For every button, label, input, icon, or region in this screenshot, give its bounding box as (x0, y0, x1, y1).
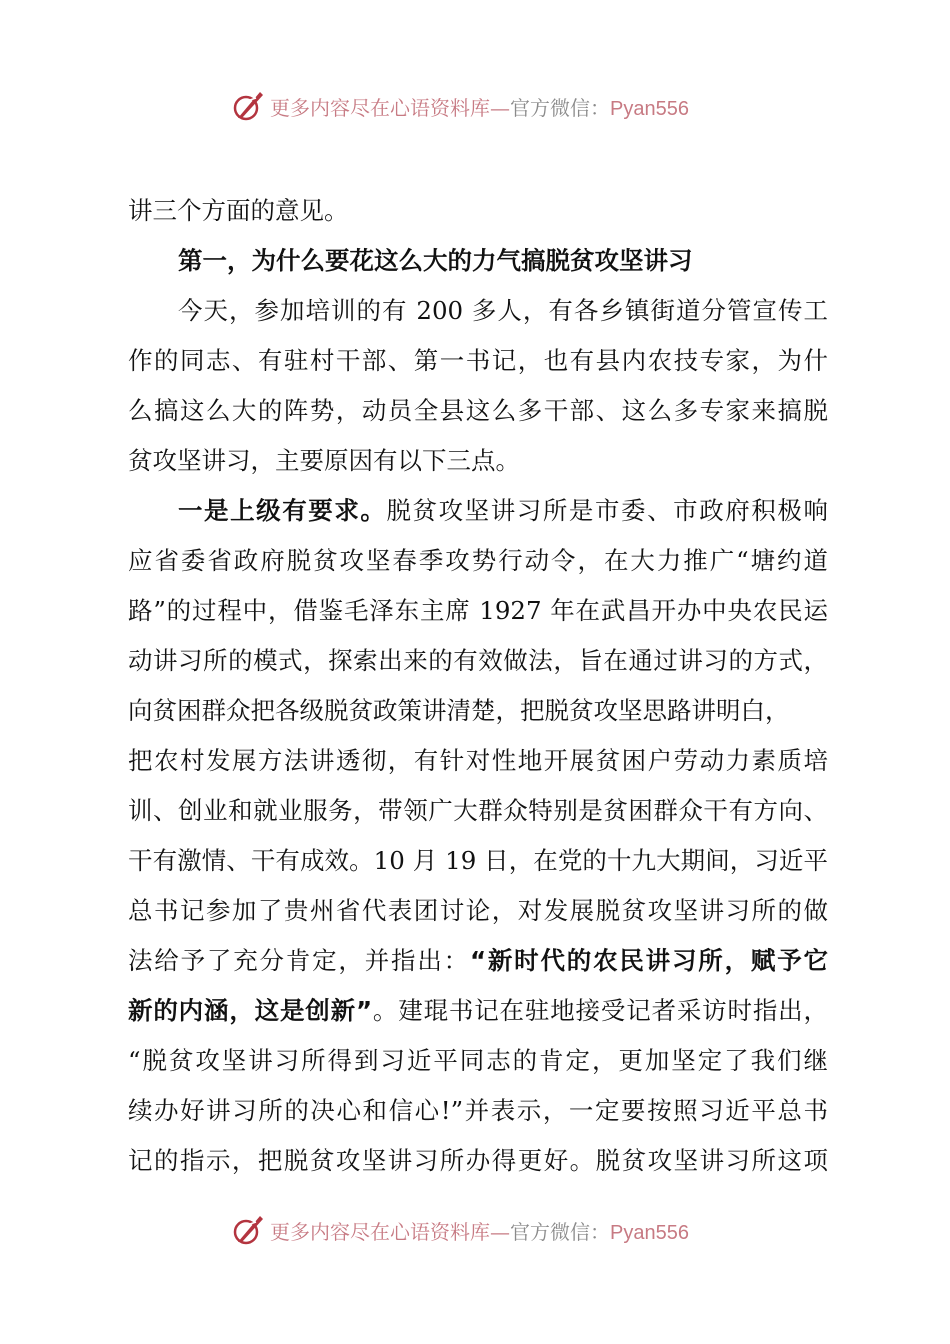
paragraph-line: 讲三个方面的意见。 (128, 196, 349, 225)
paragraph-line: 一是上级有要求。脱贫攻坚讲习所是市委、市政府积极响 (178, 496, 828, 525)
paragraph-line: 训、创业和就业服务，带领广大群众特别是贫困群众干有方向、 (128, 796, 828, 825)
quote-highlight: 新的内涵，这是创新” (128, 996, 373, 1025)
header-watermark-banner (0, 86, 950, 126)
footer-watermark-banner (0, 1210, 950, 1250)
paragraph-line: 么搞这么大的阵势，动员全县这么多干部、这么多专家来搞脱 (128, 396, 828, 425)
paragraph-line: 作的同志、有驻村干部、第一书记，也有县内农技专家，为什 (128, 346, 828, 375)
section-heading: 第一，为什么要花这么大的力气搞脱贫攻坚讲习 (178, 246, 693, 275)
paragraph-line: 向贫困群众把各级脱贫政策讲清楚，把脱贫攻坚思路讲明白， (128, 696, 790, 725)
point-title: 一是上级有要求。 (178, 496, 387, 525)
paragraph-line: 新的内涵，这是创新”。建琨书记在驻地接受记者采访时指出， (128, 996, 829, 1025)
quote-highlight: “新时代的农民讲习所，赋予它 (469, 946, 828, 975)
paragraph-line: 干有激情、干有成效。10 月 19 日，在党的十九大期间，习近平 (128, 846, 828, 875)
quill-logo-icon (230, 1212, 266, 1248)
paragraph-line: 路”的过程中，借鉴毛泽东主席 1927 年在武昌开办中央农民运 (128, 596, 828, 625)
document-body (128, 186, 828, 1186)
paragraph-line: 贫攻坚讲习，主要原因有以下三点。 (128, 446, 520, 475)
paragraph-line: 应省委省政府脱贫攻坚春季攻势行动令，在大力推广“塘约道 (128, 546, 828, 575)
paragraph-line: 法给予了充分肯定，并指出：“新时代的农民讲习所，赋予它 (128, 946, 828, 975)
watermark-text: 更多内容尽在心语资料库—官方微信：Pyan556 (270, 96, 689, 120)
watermark-text: 更多内容尽在心语资料库—官方微信：Pyan556 (270, 1220, 689, 1244)
paragraph-line: 续办好讲习所的决心和信心!”并表示，一定要按照习近平总书 (128, 1096, 828, 1125)
paragraph-line: 把农村发展方法讲透彻，有针对性地开展贫困户劳动力素质培 (128, 746, 828, 775)
quill-logo-icon (230, 88, 266, 124)
paragraph-line: 总书记参加了贵州省代表团讨论，对发展脱贫攻坚讲习所的做 (128, 896, 828, 925)
paragraph-line: 动讲习所的模式，探索出来的有效做法，旨在通过讲习的方式， (128, 646, 828, 675)
paragraph-line: 今天，参加培训的有 200 多人，有各乡镇街道分管宣传工 (178, 296, 828, 325)
paragraph-line: 记的指示，把脱贫攻坚讲习所办得更好。脱贫攻坚讲习所这项 (128, 1146, 828, 1175)
paragraph-line: “脱贫攻坚讲习所得到习近平同志的肯定，更加坚定了我们继 (128, 1046, 828, 1075)
